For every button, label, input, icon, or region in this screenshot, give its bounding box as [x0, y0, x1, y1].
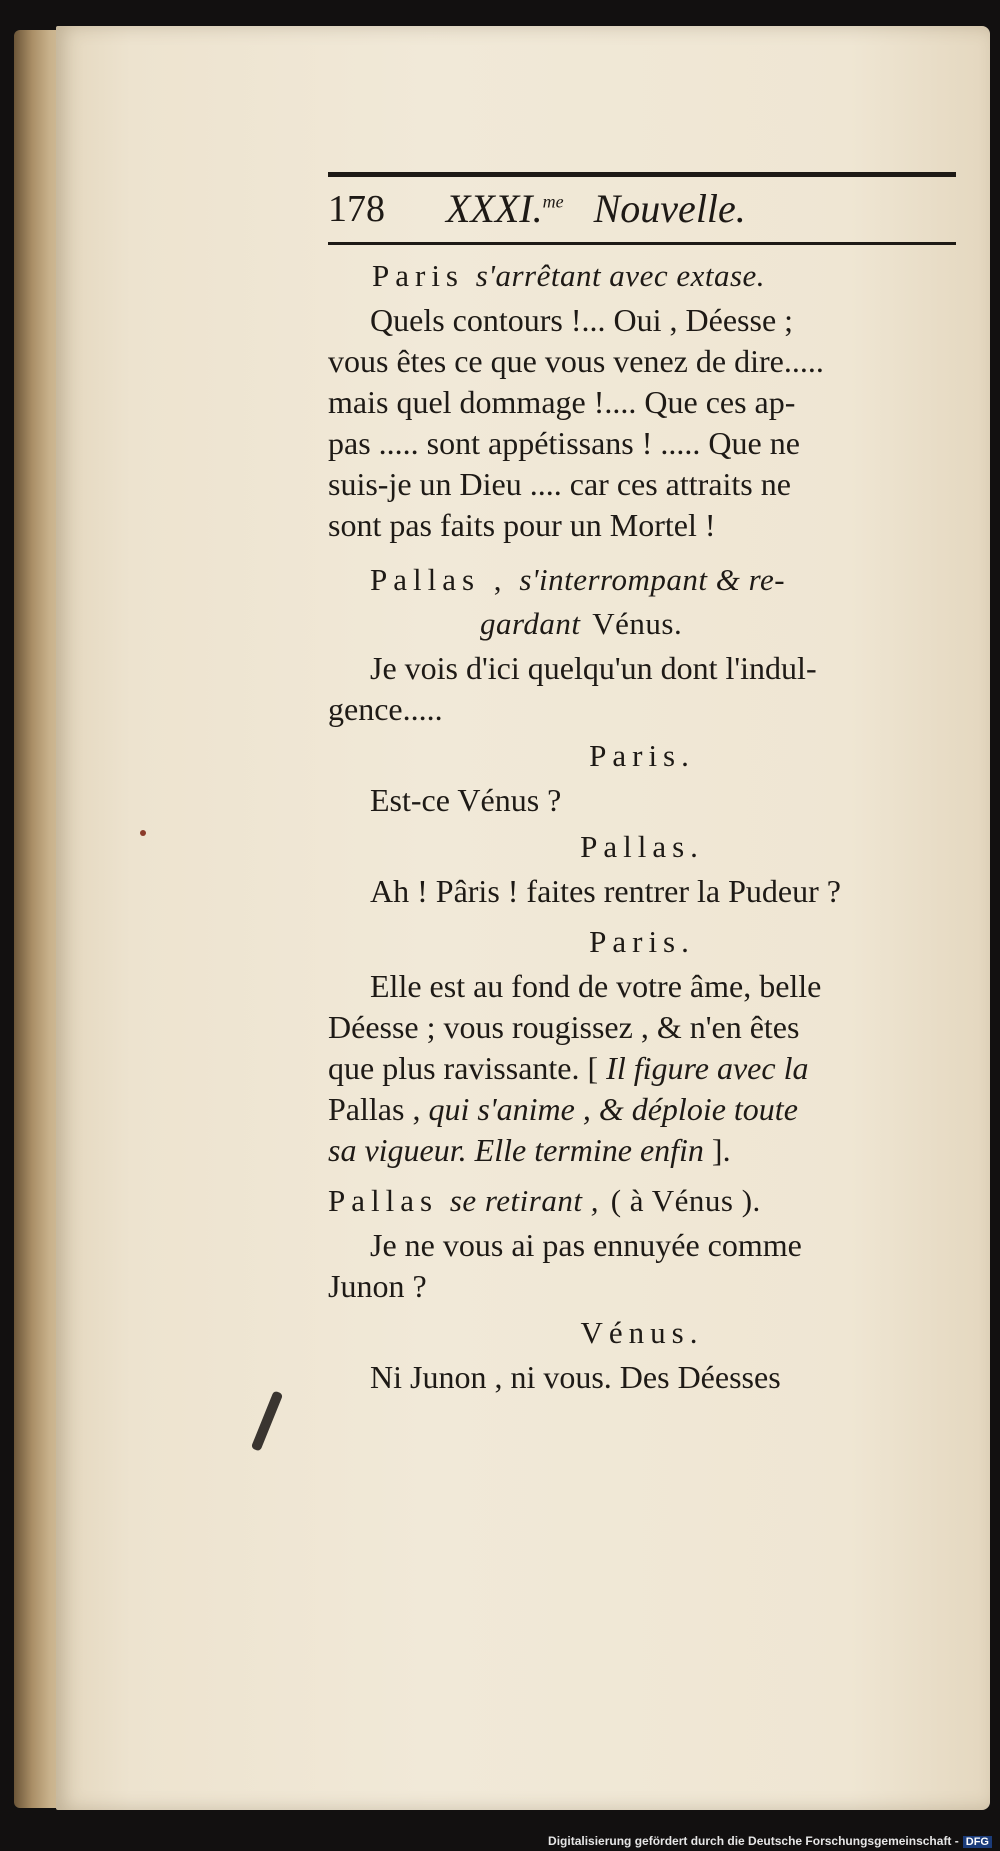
text-line: vous êtes ce que vous venez de dire.....: [328, 343, 824, 379]
text-line: Déesse ; vous rougissez , & n'en êtes: [328, 1009, 800, 1045]
running-title-word: Nouvelle.: [593, 186, 746, 231]
speaker-name: Pallas: [328, 1183, 439, 1218]
ink-stain: [140, 830, 146, 836]
speaker-name: Pallas.: [580, 829, 704, 864]
speech-paragraph: [328, 780, 956, 821]
speech-paragraph: [328, 966, 956, 1171]
text-line: Quels contours !... Oui , Déesse ;: [370, 302, 794, 338]
text-line: [328, 1048, 956, 1089]
stage-direction: s'interrompant & re-: [519, 562, 786, 597]
text-segment: Pallas ,: [328, 1091, 421, 1127]
text-line: Elle est au fond de votre âme, belle: [370, 968, 822, 1004]
speaker-heading: [328, 736, 956, 776]
stage-direction: se retirant ,: [449, 1183, 599, 1218]
stage-direction: gardant: [480, 606, 581, 641]
speech-paragraph: [328, 300, 956, 546]
speech-paragraph: [328, 1225, 956, 1307]
stage-direction-name: Vénus.: [592, 606, 683, 641]
page-number: 178: [328, 188, 385, 230]
running-title-numeral: XXXI.: [446, 186, 543, 231]
text-segment: ].: [711, 1132, 731, 1168]
running-title-superscript: me: [542, 191, 564, 212]
speaker-heading: [328, 1313, 956, 1353]
speech-paragraph: [328, 648, 956, 730]
text-line: [328, 1130, 956, 1171]
speaker-heading-continued: [328, 604, 956, 644]
running-title: [446, 184, 746, 234]
text-segment: que plus ravissante. [: [328, 1050, 599, 1086]
speech-paragraph: [328, 871, 956, 912]
text-block: [328, 162, 956, 1404]
text-line: Je vois d'ici quelqu'un dont l'indul-: [370, 650, 817, 686]
credit-text: Digitalisierung gefördert durch die Deutsche Forschungsgemeinschaft -: [548, 1834, 959, 1848]
header-rule-bottom: [328, 242, 956, 245]
text-line: Junon ?: [328, 1268, 427, 1304]
speaker-name: Paris: [372, 258, 464, 293]
stage-direction: sa vigueur. Elle termine enfin: [328, 1132, 704, 1168]
speaker-name: Paris.: [589, 924, 695, 959]
speaker-name: Pallas ,: [370, 562, 508, 597]
text-line: gence.....: [328, 691, 443, 727]
text-line: [328, 1089, 956, 1130]
text-line: Ah ! Pâris ! faites rentrer la Pudeur ?: [370, 873, 841, 909]
text-line: Je ne vous ai pas ennuyée comme: [370, 1227, 802, 1263]
speaker-heading: [328, 1181, 956, 1221]
dfg-logo: DFG: [963, 1836, 992, 1848]
stage-direction: s'arrêtant avec extase.: [475, 258, 766, 293]
digitization-credit: [548, 1834, 992, 1848]
speaker-heading: [328, 922, 956, 962]
speaker-name: Paris.: [589, 738, 695, 773]
speaker-heading: [328, 560, 956, 600]
text-line: mais quel dommage !.... Que ces ap-: [328, 384, 796, 420]
header-rule-top: [328, 172, 956, 177]
speaker-heading: [328, 827, 956, 867]
text-line: sont pas faits pour un Mortel !: [328, 507, 716, 543]
speaker-name: Vénus.: [580, 1315, 704, 1350]
stage-direction-addressee: ( à Vénus ).: [610, 1183, 761, 1218]
text-line: pas ..... sont appétissans ! ..... Que ne: [328, 425, 800, 461]
text-line: Ni Junon , ni vous. Des Déesses: [370, 1359, 781, 1395]
speech-paragraph: [328, 1357, 956, 1398]
text-line: suis-je un Dieu .... car ces attraits ne: [328, 466, 791, 502]
speaker-heading: [328, 256, 956, 296]
stage-direction: qui s'anime , & déploie toute: [428, 1091, 798, 1127]
stage-direction: Il figure avec la: [606, 1050, 809, 1086]
text-line: Est-ce Vénus ?: [370, 782, 562, 818]
running-header: [328, 162, 956, 248]
